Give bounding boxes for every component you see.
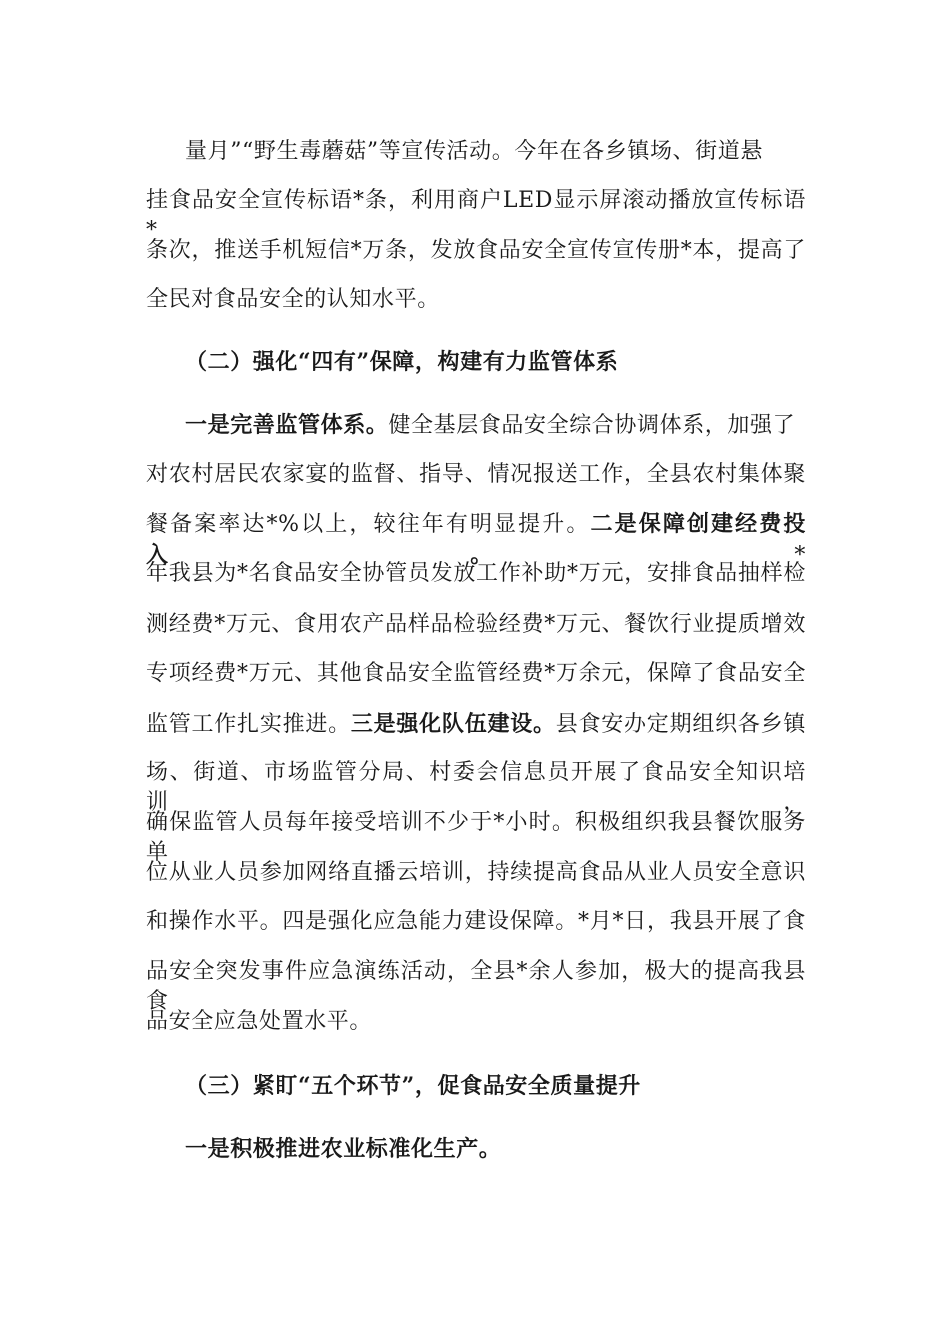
paragraph-line: 年我县为*名食品安全协管员发放工作补助*万元，安排食品抽样检 [146,561,806,586]
paragraph-line: 场、街道、市场监管分局、村委会信息员开展了食品安全知识培训， [146,760,806,815]
paragraph-line: 测经费*万元、食用农产品样品检验经费*万元、餐饮行业提质增效 [146,612,806,637]
paragraph-line: 对农村居民农家宴的监督、指导、情况报送工作，全县农村集体聚 [146,462,806,487]
paragraph-line: 挂食品安全宣传标语*条，利用商户LED显示屏滚动播放宣传标语* [146,188,806,243]
paragraph-line: 专项经费*万元、其他食品安全监管经费*万余元，保障了食品安全 [146,661,806,686]
paragraph-line [185,1134,845,1165]
paragraph-line: 和操作水平。四是强化应急能力建设保障。*月*日，我县开展了食 [146,909,806,934]
text-run: 县食安办定期组织各乡镇 [555,712,806,737]
paragraph-line: 品安全应急处置水平。 [146,1009,373,1034]
text-run: 健全基层食品安全综合协调体系，加强了 [388,413,796,438]
bold-lead: 二是保障创建经费投入。 [146,511,806,568]
paragraph-line: 量月”“野生毒蘑菇”等宣传活动。今年在各乡镇场、街道悬 [185,139,763,164]
paragraph-line [146,509,806,568]
bold-lead: 一是积极推进农业标准化生产。 [185,1136,502,1162]
bold-lead: 三是强化队伍建设。 [350,711,556,737]
paragraph-line: 确保监管人员每年接受培训不少于*小时。积极组织我县餐饮服务单 [146,810,806,865]
paragraph-line: 位从业人员参加网络直播云培训，持续提高食品从业人员安全意识 [146,860,806,885]
section-heading-2: （二）强化“四有”保障，构建有力监管体系 [185,349,619,375]
paragraph-line: 品安全突发事件应急演练活动，全县*余人参加，极大的提高我县食 [146,959,806,1014]
section-heading-3: （三）紧盯“五个环节”，促食品安全质量提升 [185,1073,641,1099]
paragraph-line [146,709,806,739]
text-run: 餐备案率达*%以上，较往年有明显提升。 [146,512,591,537]
text-run: * [794,543,806,568]
paragraph-line: 全民对食品安全的认知水平。 [146,287,440,312]
text-run: 监管工作扎实推进。 [146,712,351,737]
paragraph-line [185,410,845,441]
paragraph-line: 条次，推送手机短信*万条，发放食品安全宣传宣传册*本，提高了 [146,238,806,263]
bold-lead: 一是完善监管体系。 [185,412,389,438]
